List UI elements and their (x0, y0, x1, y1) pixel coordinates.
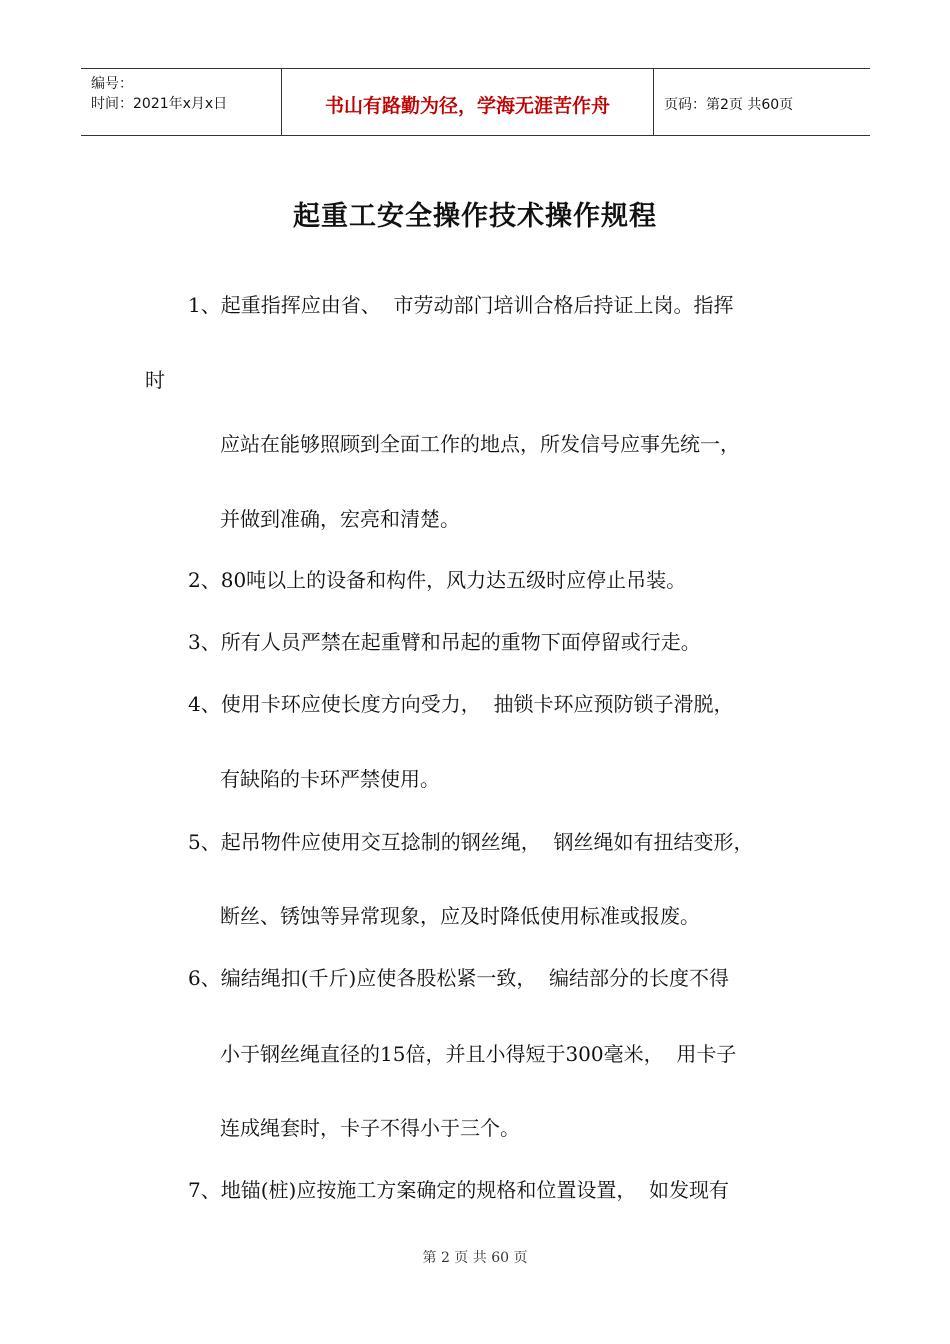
body-line: 5、起吊物件应使用交互捻制的钢丝绳， 钢丝绳如有扭结变形， (188, 830, 754, 854)
document-title: 起重工安全操作技术操作规程 (293, 201, 657, 232)
body-line: 时 (145, 368, 165, 392)
body-line: 并做到准确，宏亮和清楚。 (220, 507, 460, 531)
body-line: 2、80吨以上的设备和构件，风力达五级时应停止吊装。 (188, 568, 687, 592)
doc-number-label: 编号： (91, 76, 133, 92)
motto-text: 书山有路勤为径，学海无涯苦作舟 (324, 95, 610, 117)
body-line: 3、所有人员严禁在起重臂和吊起的重物下面停留或行走。 (188, 630, 701, 654)
date-label: 时间：2021年x月x日 (91, 96, 228, 112)
header-motto-cell (282, 69, 654, 135)
body-line: 6、编结绳扣(千斤)应使各股松紧一致， 编结部分的长度不得 (188, 966, 730, 990)
body-line: 4、使用卡环应使长度方向受力， 抽锁卡环应预防锁子滑脱， (188, 692, 734, 716)
page-header (81, 68, 870, 136)
body-line: 连成绳套时，卡子不得小于三个。 (220, 1116, 520, 1140)
page-footer: 第 2 页 共 60 页 (422, 1250, 528, 1266)
body-line: 断丝、锈蚀等异常现象，应及时降低使用标准或报废。 (220, 904, 700, 928)
header-page-cell (654, 69, 870, 135)
page-info: 页码：第2页 共60页 (664, 97, 794, 113)
body-line: 有缺陷的卡环严禁使用。 (220, 767, 440, 791)
body-line: 7、地锚(桩)应按施工方案确定的规格和位置设置， 如发现有 (188, 1178, 730, 1202)
body-line: 应站在能够照顾到全面工作的地点，所发信号应事先统一， (220, 432, 740, 456)
body-line: 1、起重指挥应由省、 市劳动部门培训合格后持证上岗。指挥 (188, 293, 734, 317)
body-line: 小于钢丝绳直径的15倍，并且小得短于300毫米， 用卡子 (220, 1042, 737, 1066)
header-meta-cell (81, 69, 282, 135)
